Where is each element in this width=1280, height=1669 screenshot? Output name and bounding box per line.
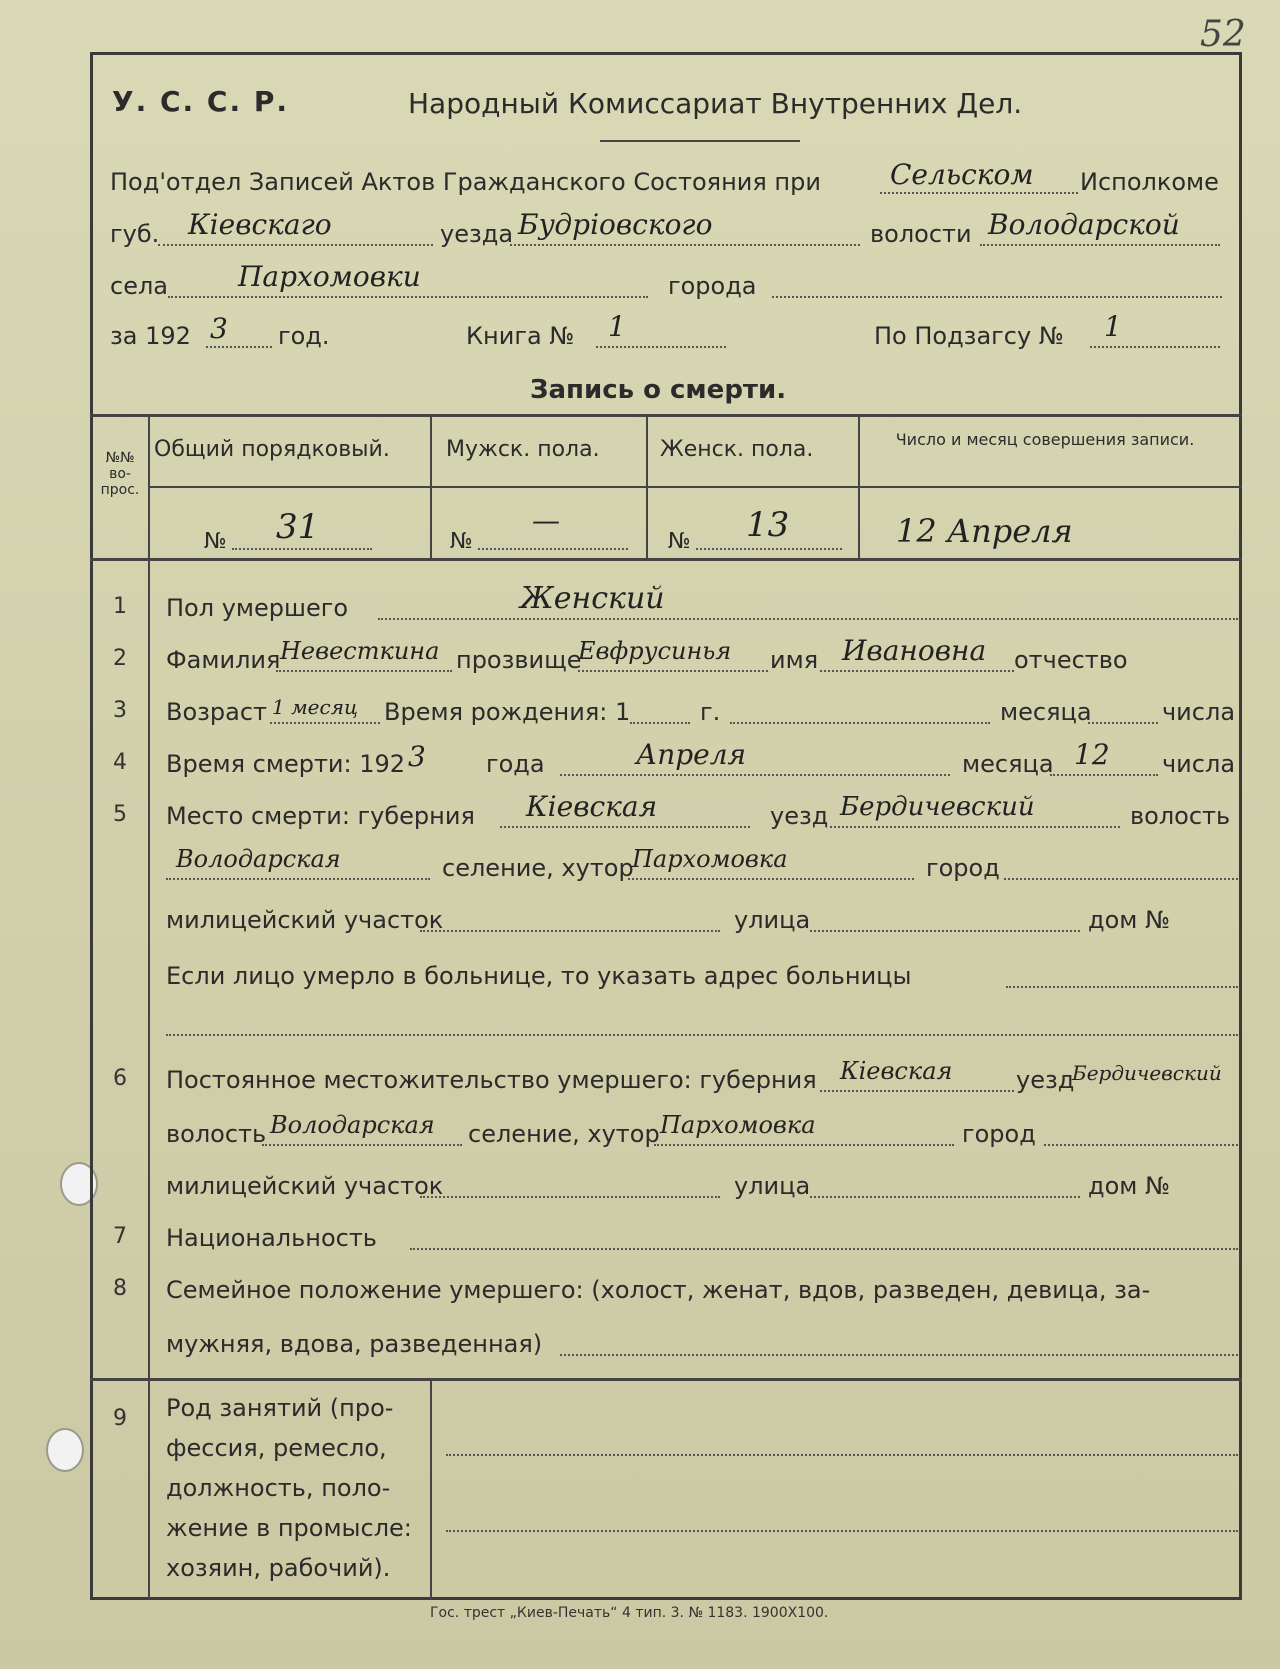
r2-imya-label: имя	[770, 646, 819, 674]
r9-line3: должность, поло-	[166, 1474, 391, 1502]
r2-fam-value: Невесткина	[280, 637, 440, 665]
col1-no: №	[204, 529, 227, 554]
r4-label: Время смерти: 192	[166, 750, 406, 778]
col4-value: 12 Апреля	[896, 512, 1073, 550]
col1-line	[232, 548, 372, 550]
table-header-mid-rule	[148, 486, 1242, 488]
uezd-value: Бyдрiовского	[518, 208, 713, 241]
col-rule-2	[646, 414, 648, 558]
r3-day-label: числа	[1162, 698, 1236, 726]
r1-value: Женский	[520, 581, 665, 616]
r4-day-line	[1050, 774, 1158, 776]
r6-milic-label: милицейский участок	[166, 1172, 444, 1200]
r5-milic-label: милицейский участок	[166, 906, 444, 934]
gub-value: Кiевскаго	[188, 208, 332, 241]
r5-label: Место смерти: губерния	[166, 802, 475, 830]
kniga-line	[596, 346, 726, 348]
r4-month-label: месяца	[962, 750, 1054, 778]
r6-label: Постоянное местожительство умершего: губерния	[166, 1066, 817, 1094]
r5-uezd-value: Бердичевский	[840, 792, 1035, 822]
r2-prozv-value: Евфрусинья	[578, 637, 732, 665]
r3-g-label: г.	[700, 698, 721, 726]
subdept-line	[880, 192, 1078, 194]
r6-uezd-value: Бердичевский	[1072, 1061, 1222, 1085]
r3-line	[270, 722, 380, 724]
r8-line	[560, 1354, 1238, 1356]
r5-volost-label: волость	[1130, 802, 1231, 830]
col2-line	[478, 548, 628, 550]
r6-selenie-value: Пархомовка	[660, 1111, 816, 1139]
r3-birth-label: Время рождения: 1	[384, 698, 631, 726]
row-number-7: 7	[113, 1224, 127, 1249]
printer-imprint: Гос. трест „Киев-Печать“ 4 тип. 3. № 1183. 1900Х100.	[430, 1605, 829, 1621]
selo-label: села	[110, 272, 169, 300]
r3-label: Возраст	[166, 698, 268, 726]
r5-gub-value: Кiевская	[526, 790, 658, 823]
col4-header: Число и месяц совершения записи.	[895, 430, 1195, 449]
gorod-label: города	[668, 272, 757, 300]
r6-volost-value: Володарская	[270, 1111, 435, 1139]
col-rule-3	[858, 414, 860, 558]
r8-line1: Семейное положение умершего: (холост, женат, вдов, разведен, девица, за-	[166, 1276, 1151, 1304]
r6-ulica-label: улица	[734, 1172, 811, 1200]
r2-otch-label: отчество	[1014, 646, 1128, 674]
r4-year: 3	[408, 740, 426, 773]
table-header-bottom-rule	[90, 558, 1242, 561]
subdept-suffix: Исполкоме	[1080, 168, 1219, 196]
za-prefix: за 192	[110, 322, 191, 350]
r5-dom-label: дом №	[1088, 906, 1170, 934]
col2-no: №	[450, 529, 473, 554]
volost-line	[980, 244, 1220, 246]
r6-selenie-line	[654, 1144, 954, 1146]
row-number-4: 4	[113, 750, 127, 775]
r3-value: 1 месяц	[272, 695, 358, 719]
r5-gorod-label: город	[926, 854, 1000, 882]
page-number: 52	[1200, 14, 1246, 55]
r6-volost-line	[262, 1144, 462, 1146]
row-number-6: 6	[113, 1066, 127, 1091]
r4-goda-label: года	[486, 750, 545, 778]
r6-gub-line	[820, 1090, 1014, 1092]
r5-selenie-value: Пархомовка	[632, 845, 788, 873]
r9-field-line-2	[446, 1530, 1238, 1532]
header-divider	[600, 140, 800, 142]
table-top-rule	[90, 414, 1242, 417]
r5-hosp-line	[1006, 986, 1238, 988]
selo-line	[168, 296, 648, 298]
row-number-3: 3	[113, 698, 127, 723]
r2-imya-line	[820, 670, 1014, 672]
r5-hosp-line-2	[166, 1034, 1238, 1036]
r7-line	[410, 1248, 1238, 1250]
r7-label: Национальность	[166, 1224, 377, 1252]
r4-day-value: 12	[1074, 738, 1110, 771]
r4-day-label: числа	[1162, 750, 1236, 778]
r9-line2: фессия, ремесло,	[166, 1434, 387, 1462]
podzag-label: По Подзагсу №	[874, 322, 1064, 350]
doc-title: Запись о смерти.	[530, 375, 787, 405]
r9-line1: Род занятий (про-	[166, 1394, 394, 1422]
gub-line	[158, 244, 433, 246]
r9-line4: жение в промысле:	[166, 1514, 412, 1542]
r1-line	[378, 618, 1238, 620]
col3-line	[696, 548, 842, 550]
col3-no: №	[668, 529, 691, 554]
r6-volost-label: волость	[166, 1120, 267, 1148]
r5-hosp-label: Если лицо умерло в больнице, то указать адрес больницы	[166, 962, 912, 990]
za-line	[206, 346, 272, 348]
r5-selenie-label: селение, хутор	[442, 854, 634, 882]
r3-year-line	[630, 722, 690, 724]
za-suffix: год.	[278, 322, 330, 350]
r5-volost-value: Володарская	[176, 845, 341, 873]
r6-milic-line	[420, 1196, 720, 1198]
row-number-8: 8	[113, 1276, 127, 1301]
row-number-2: 2	[113, 646, 127, 671]
r5-volost-line	[166, 878, 430, 880]
r3-month-label: месяца	[1000, 698, 1092, 726]
r5-uezd-line	[830, 826, 1120, 828]
row9-col-rule	[430, 1378, 432, 1600]
r2-fam-line	[276, 670, 452, 672]
col3-value: 13	[746, 505, 790, 545]
r4-month-value: Апреля	[636, 738, 747, 771]
kniga-label: Книга №	[466, 322, 575, 350]
podzag-line	[1090, 346, 1220, 348]
r6-ulica-line	[810, 1196, 1080, 1198]
col2-value: —	[532, 504, 560, 537]
subdept-value: Сельском	[890, 158, 1034, 191]
r1-label: Пол умершего	[166, 594, 349, 622]
volost-value: Володарской	[988, 208, 1180, 241]
r5-gub-line	[500, 826, 750, 828]
uezd-line	[510, 244, 860, 246]
r6-gorod-label: город	[962, 1120, 1036, 1148]
col-rule-1	[430, 414, 432, 558]
subdept-prefix: Под'отдел Записей Актов Гражданского Состояния при	[110, 168, 821, 196]
volost-label: волости	[870, 220, 972, 248]
col1-value: 31	[276, 507, 320, 547]
r5-uezd-label: уезд	[770, 802, 829, 830]
r4-month-line	[560, 774, 950, 776]
r5-ulica-line	[810, 930, 1080, 932]
r6-uezd-label: уезд	[1016, 1066, 1075, 1094]
row9-top-rule	[90, 1378, 1242, 1381]
r5-selenie-line	[628, 878, 914, 880]
number-column-rule	[148, 414, 150, 1600]
r5-gorod-line	[1004, 878, 1238, 880]
q-label: №№ во- прос.	[100, 450, 140, 498]
selo-value: Пархомовки	[238, 260, 421, 293]
uezd-label: уезда	[440, 220, 514, 248]
row-number-5: 5	[113, 802, 127, 827]
ministry-title: Народный Комиссариат Внутренних Дел.	[408, 87, 1023, 120]
r9-field-line-1	[446, 1454, 1238, 1456]
r6-selenie-label: селение, хутор	[468, 1120, 660, 1148]
r3-month-line	[730, 722, 990, 724]
col3-header: Женск. пола.	[660, 437, 814, 462]
r5-ulica-label: улица	[734, 906, 811, 934]
r9-line5: хозяин, рабочий).	[166, 1554, 391, 1582]
row-number-1: 1	[113, 594, 127, 619]
za-year: 3	[210, 312, 228, 345]
kniga-value: 1	[608, 310, 626, 343]
r5-milic-line	[420, 930, 720, 932]
r2-prozv-line	[578, 670, 768, 672]
punch-hole-bottom	[46, 1428, 84, 1472]
r6-gorod-line	[1044, 1144, 1238, 1146]
r3-day-line	[1088, 722, 1158, 724]
r2-prozv-label: прозвище	[456, 646, 582, 674]
col2-header: Мужск. пола.	[446, 437, 600, 462]
republic-label: У. С. С. Р.	[112, 85, 289, 118]
gub-label: губ.	[110, 220, 160, 248]
r2-fam-label: Фамилия	[166, 646, 281, 674]
r8-line2: мужняя, вдова, разведенная)	[166, 1330, 543, 1358]
gorod-line	[772, 296, 1222, 298]
r6-gub-value: Кiевская	[840, 1057, 953, 1085]
col1-header: Общий порядковый.	[154, 437, 390, 462]
podzag-value: 1	[1104, 310, 1122, 343]
row-number-9: 9	[113, 1406, 127, 1431]
r6-dom-label: дом №	[1088, 1172, 1170, 1200]
r2-imya-value: Ивановна	[842, 634, 987, 667]
